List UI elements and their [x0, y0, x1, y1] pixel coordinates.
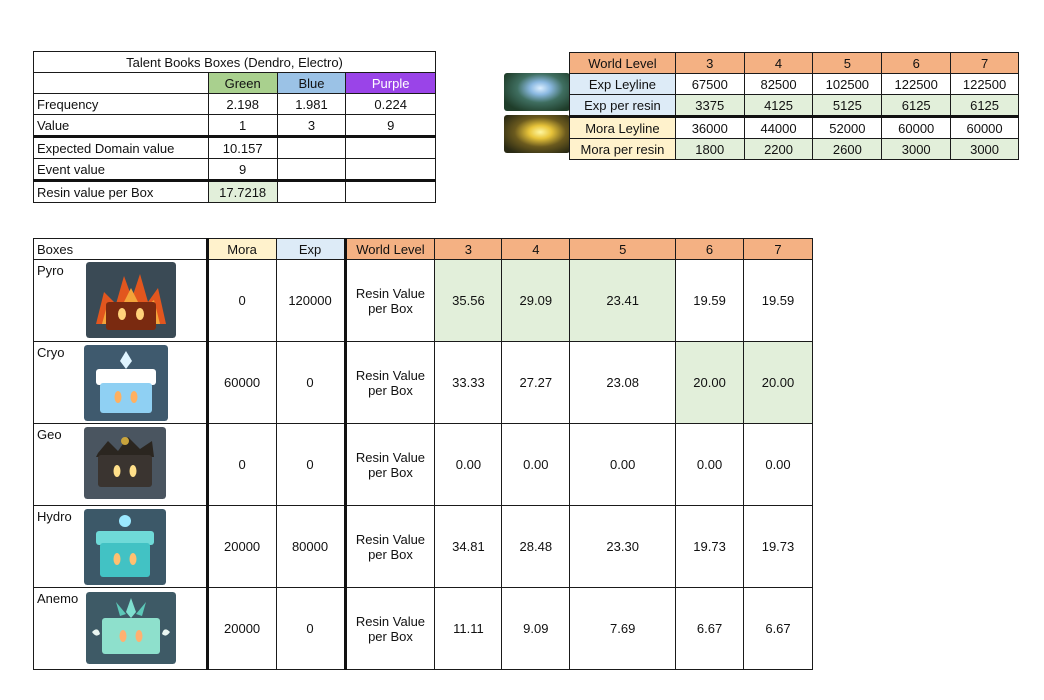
resin-value-label: [345, 342, 435, 424]
resin-value: 23.08: [570, 342, 676, 424]
exp-per-resin-label: Exp per resin: [570, 95, 676, 117]
empty-cell: [346, 137, 436, 159]
frequency-blue: 1.981: [277, 94, 346, 115]
resin-value: 23.41: [570, 260, 676, 342]
exp-per-resin-value: 6125: [882, 95, 951, 117]
resin-value: 6.67: [744, 588, 813, 670]
mora-value: 60000: [207, 342, 276, 424]
exp-per-resin-value: 3375: [675, 95, 744, 117]
exp-per-resin-value: 6125: [951, 95, 1019, 117]
resin-value-label: Resin value per Box: [34, 181, 209, 203]
resin-value: 19.73: [744, 506, 813, 588]
resin-value: 19.59: [676, 260, 744, 342]
exp-leyline-value: 102500: [813, 74, 882, 95]
value-label: Value: [34, 115, 209, 137]
resin-value: 20.00: [676, 342, 744, 424]
mora-leyline-value: 36000: [675, 117, 744, 139]
resin-value: 9.09: [502, 588, 570, 670]
resin-label-line2: per Box: [368, 300, 413, 316]
mora-leyline-value: 52000: [813, 117, 882, 139]
mora-per-resin-value: 1800: [675, 139, 744, 160]
level-header: 4: [744, 53, 813, 74]
tier-blue-header: Blue: [277, 73, 346, 94]
box-name: Hydro: [37, 509, 72, 524]
resin-value: 20.00: [744, 342, 813, 424]
resin-value: 7.69: [570, 588, 676, 670]
resin-value-label: [345, 260, 435, 342]
world-level-header: World Level: [570, 53, 676, 74]
resin-value: 17.7218: [208, 181, 277, 203]
resin-label-line1: Resin Value: [355, 531, 426, 547]
box-name: Geo: [37, 427, 62, 442]
frequency-green: 2.198: [208, 94, 277, 115]
exp-value: 80000: [276, 506, 345, 588]
resin-value: 33.33: [435, 342, 502, 424]
exp-value: 120000: [276, 260, 345, 342]
resin-value: 0.00: [435, 424, 502, 506]
resin-label-line1: Resin Value: [355, 449, 426, 465]
resin-label-line2: per Box: [368, 382, 413, 398]
talent-books-title: Talent Books Boxes (Dendro, Electro): [34, 52, 436, 73]
exp-leyline-value: 122500: [951, 74, 1019, 95]
resin-label-line2: per Box: [368, 628, 413, 644]
resin-label-line2: per Box: [368, 464, 413, 480]
empty-cell: [277, 137, 346, 159]
mora-per-resin-value: 3000: [951, 139, 1019, 160]
expected-domain-label: Expected Domain value: [34, 137, 209, 159]
mora-leyline-value: 60000: [882, 117, 951, 139]
event-value-label: Event value: [34, 159, 209, 181]
resin-value: 19.73: [676, 506, 744, 588]
tier-purple-header: Purple: [346, 73, 436, 94]
empty-cell: [346, 181, 436, 203]
resin-value: 0.00: [570, 424, 676, 506]
resin-value: 27.27: [502, 342, 570, 424]
resin-value: 11.11: [435, 588, 502, 670]
level-header: 4: [502, 239, 570, 260]
mora-leyline-value: 60000: [951, 117, 1019, 139]
pyro-chest-icon: [86, 262, 176, 338]
mora-per-resin-label: Mora per resin: [570, 139, 676, 160]
resin-value-label: [345, 588, 435, 670]
resin-value: 35.56: [435, 260, 502, 342]
mora-leyline-value: 44000: [744, 117, 813, 139]
tier-green-header: Green: [208, 73, 277, 94]
mora-value: 0: [207, 424, 276, 506]
mora-value: 0: [207, 260, 276, 342]
box-name: Pyro: [37, 263, 64, 278]
exp-leyline-image: [504, 73, 570, 111]
value-green: 1: [208, 115, 277, 137]
resin-value: 28.48: [502, 506, 570, 588]
leyline-table: [569, 52, 1019, 160]
cryo-chest-icon: [84, 345, 168, 421]
empty-cell: [277, 159, 346, 181]
resin-value: 0.00: [676, 424, 744, 506]
exp-leyline-value: 67500: [675, 74, 744, 95]
level-header: 5: [813, 53, 882, 74]
box-name: Anemo: [37, 591, 79, 606]
talent-books-table: [33, 51, 436, 203]
level-header: 3: [435, 239, 502, 260]
mora-per-resin-value: 2600: [813, 139, 882, 160]
exp-value: 0: [276, 588, 345, 670]
mora-header: Mora: [207, 239, 276, 260]
level-header: 6: [882, 53, 951, 74]
value-blue: 3: [277, 115, 346, 137]
resin-value: 23.30: [570, 506, 676, 588]
resin-label-line2: per Box: [368, 546, 413, 562]
boxes-header: Boxes: [34, 239, 208, 260]
level-header: 3: [675, 53, 744, 74]
resin-value: 19.59: [744, 260, 813, 342]
exp-leyline-value: 122500: [882, 74, 951, 95]
level-header: 6: [676, 239, 744, 260]
value-purple: 9: [346, 115, 436, 137]
event-value: 9: [208, 159, 277, 181]
resin-value: 0.00: [744, 424, 813, 506]
level-header: 5: [570, 239, 676, 260]
empty-cell: [346, 159, 436, 181]
resin-value: 6.67: [676, 588, 744, 670]
resin-value-label: [345, 506, 435, 588]
frequency-purple: 0.224: [346, 94, 436, 115]
geo-chest-icon: [84, 427, 166, 499]
anemo-chest-icon: [86, 592, 176, 664]
level-header: 7: [744, 239, 813, 260]
mora-value: 20000: [207, 588, 276, 670]
exp-leyline-label: Exp Leyline: [570, 74, 676, 95]
mora-leyline-image: [504, 115, 570, 153]
expected-domain-value: 10.157: [208, 137, 277, 159]
empty-cell: [34, 73, 209, 94]
exp-value: 0: [276, 342, 345, 424]
exp-per-resin-value: 5125: [813, 95, 882, 117]
frequency-label: Frequency: [34, 94, 209, 115]
world-level-header: World Level: [345, 239, 435, 260]
mora-leyline-label: Mora Leyline: [570, 117, 676, 139]
exp-leyline-value: 82500: [744, 74, 813, 95]
resin-label-line1: Resin Value: [355, 613, 426, 629]
resin-value: 29.09: [502, 260, 570, 342]
exp-per-resin-value: 4125: [744, 95, 813, 117]
mora-per-resin-value: 3000: [882, 139, 951, 160]
resin-value-label: [345, 424, 435, 506]
resin-value: 0.00: [502, 424, 570, 506]
mora-value: 20000: [207, 506, 276, 588]
empty-cell: [277, 181, 346, 203]
resin-label-line1: Resin Value: [355, 285, 426, 301]
resin-label-line1: Resin Value: [355, 367, 426, 383]
resin-value: 34.81: [435, 506, 502, 588]
mora-per-resin-value: 2200: [744, 139, 813, 160]
box-name: Cryo: [37, 345, 65, 360]
hydro-chest-icon: [84, 509, 166, 585]
exp-header: Exp: [276, 239, 345, 260]
level-header: 7: [951, 53, 1019, 74]
exp-value: 0: [276, 424, 345, 506]
